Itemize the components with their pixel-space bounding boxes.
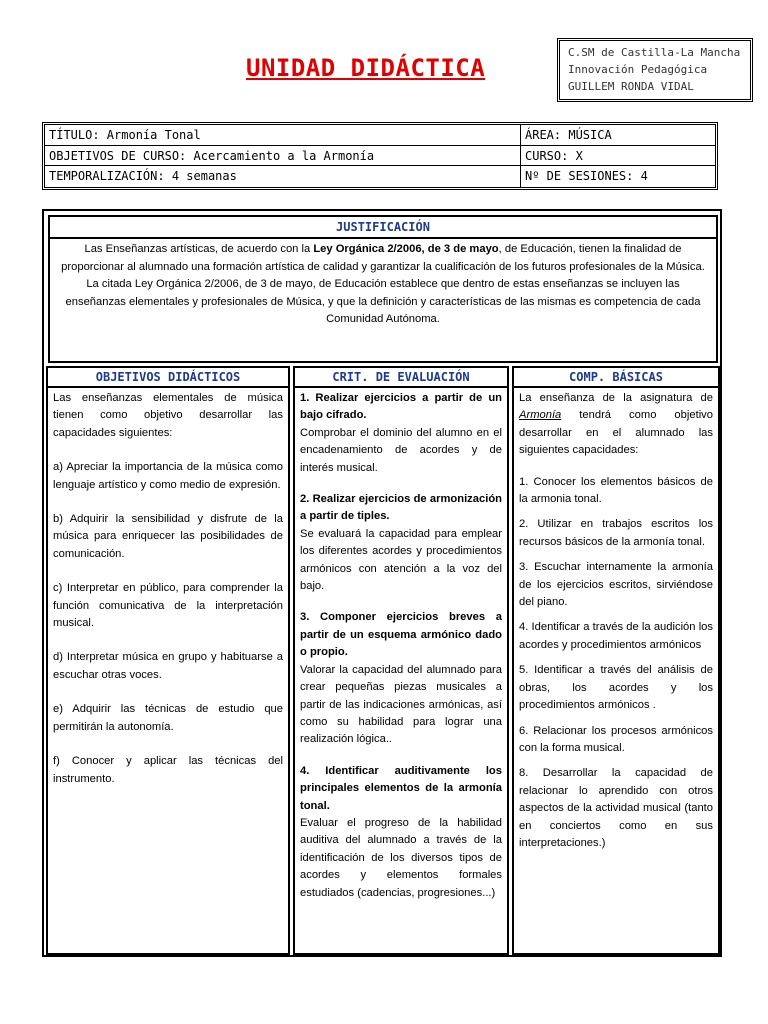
sesiones-cell: Nº DE SESIONES: 4 [525,169,648,183]
subject-name: Armonía [519,409,562,422]
competencia-item: 6. Relacionar los procesos armónicos con la forma musical. [519,724,713,754]
objetivo-intro: Las enseñanzas elementales de música tienen como objetivo desarrollar las capacidades siguientes: [53,392,283,439]
justificacion-text: , de Educación, tienen la finalidad de proporcionar al alumnado una formación artística de calidad y garantizar la cualificación de los futuros profesionales de la Música. [61,243,705,273]
main-block [42,209,722,957]
criterio-item [300,609,502,748]
law-reference: Ley Orgánica 2/2006, de 3 de mayo [313,243,499,255]
justificacion-paragraph-1 [58,241,708,276]
objetivo-item: c) Interpretar en público, para comprender la función comunicativa de la interpretación musical. [53,582,283,630]
criterios-header: CRIT. DE EVALUACIÓN [293,366,509,388]
competencia-item: 4. Identificar a través de la audición los acordes y procedimientos armónicos [519,621,713,651]
justificacion-text: Las Enseñanzas artísticas, de acuerdo con la [84,243,314,255]
objetivos-column [46,388,290,955]
criterio-text: Evaluar el progreso de la habilidad auditiva del alumnado a través de la identificación de los diversos tipos de acordes y elementos formales estudiados (cadencias, progresiones...) [300,816,502,899]
titulo-cell: TÍTULO: Armonía Tonal [45,125,521,145]
competencias-intro-text: La enseñanza de la asignatura de [519,392,713,404]
author-line-name: GUILLEM RONDA VIDAL [568,80,694,93]
criterio-title: 1. Realizar ejercicios a partir de un bajo cifrado. [300,392,502,422]
objetivo-item: e) Adquirir las técnicas de estudio que permitirán la autonomía. [53,703,283,733]
area-cell: ÁREA: MÚSICA [525,128,612,142]
info-table [42,122,718,190]
criterio-text: Comprobar el dominio del alumno en el encadenamiento de acordes y de interés musical. [300,426,502,474]
competencia-item: 8. Desarrollar la capacidad de relacionar lo aprendido con otros aspectos de la actividad musical (tanto en conciertos como en sus interpretaciones.) [519,767,713,849]
competencia-item: 2. Utilizar en trabajos escritos los recursos básicos de la armonía tonal. [519,518,713,548]
justificacion-paragraph-2: La citada Ley Orgánica 2/2006, de 3 de mayo, de Educación establece que dentro de estas enseñanzas se incluyen las enseñanzas elementales y profesionales de Música, y que la definición y características de las mismas es competencia de cada Comunidad Autónoma. [65,278,701,326]
competencias-intro [519,390,713,460]
info-row-objetivos [45,146,715,167]
competencia-item: 5. Identificar a través del análisis de obras, los acordes y los procedimientos armónicos . [519,664,713,712]
temporalizacion-cell: TEMPORALIZACIÓN: 4 semanas [45,166,521,187]
justificacion-header: JUSTIFICACIÓN [48,215,718,239]
criterio-item [300,491,502,595]
objetivos-header: OBJETIVOS DIDÁCTICOS [46,366,290,388]
criterio-title: 4. Identificar auditivamente los principales elementos de la armonía tonal. [300,764,502,812]
criterio-title: 2. Realizar ejercicios de armonización a partir de tiples. [300,493,502,523]
criterio-item [300,390,502,477]
criterio-text: Se evaluará la capacidad para emplear los diferentes acordes y procedimientos armónicos con atención a la voz del bajo. [300,527,502,593]
curso-cell: CURSO: X [525,148,583,163]
criterio-title: 3. Componer ejercicios breves a partir de un esquema armónico dado o propio. [300,611,502,659]
objetivos-curso-cell: OBJETIVOS DE CURSO: Acercamiento a la Armonía [45,146,521,166]
competencia-item: 3. Escuchar internamente la armonía de los ejercicios escritos, sirviéndose del piano. [519,561,713,609]
criterio-item [300,763,502,902]
competencias-intro-text: tendrá como objetivo desarrollar en el alumnado las siguientes capacidades: [519,409,713,457]
objetivo-item: b) Adquirir la sensibilidad y disfrute de la música para enriquecer las posibilidades de comunicación. [53,513,283,560]
justificacion-body [48,239,718,363]
info-row-titulo [45,125,715,146]
document-title: UNIDAD DIDÁCTICA [246,54,486,82]
author-box [557,38,753,102]
objetivo-item: a) Apreciar la importancia de la música como lenguaje artístico y como medio de expresión. [53,461,283,491]
competencia-item: 1. Conocer los elementos básicos de la armonia tonal. [519,475,713,506]
author-line-institution: C.SM de Castilla-La Mancha [568,46,741,59]
competencias-column [512,388,720,955]
objetivo-item: d) Interpretar música en grupo y habituarse a escuchar otras voces. [53,651,283,681]
competencias-header: COMP. BÁSICAS [512,366,720,388]
criterio-text: Valorar la capacidad del alumnado para crear pequeñas piezas musicales a partir de las indicaciones armónicas, así como su habilidad para lograr una realización lógica.. [300,663,502,746]
info-row-temporalizacion [45,166,715,187]
author-line-program: Innovación Pedagógica [568,63,708,76]
criterios-column [293,388,509,955]
objetivo-item: f) Conocer y aplicar las técnicas del instrumento. [53,755,283,785]
